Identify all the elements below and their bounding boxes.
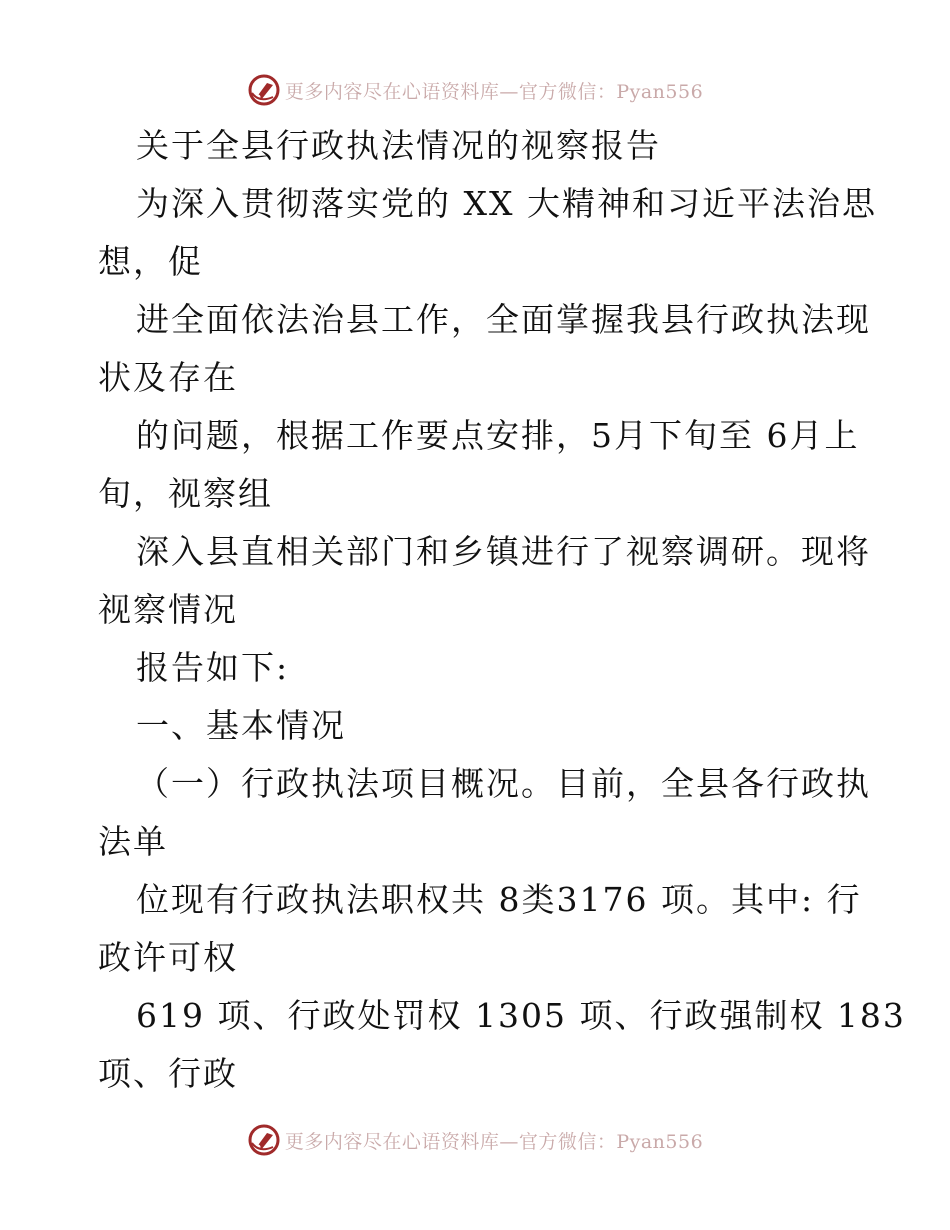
text-line: 视察情况 [98,590,238,629]
text-line: 深入县直相关部门和乡镇进行了视察调研。现将 [136,532,871,571]
text-line: 状及存在 [98,358,238,397]
text-line: 的问题，根据工作要点安排，5月下旬至 6月上 [136,416,860,455]
text-line: 619 项、行政处罚权 1305 项、行政强制权 183 [136,996,906,1035]
text-line: 报告如下: [136,648,290,687]
text-line: （一）行政执法项目概况。目前，全县各行政执 [136,764,871,803]
text-line: 进全面依法治县工作，全面掌握我县行政执法现 [136,300,871,339]
text-line: 政许可权 [98,938,238,977]
text-line: 想，促 [98,242,203,281]
document-title: 关于全县行政执法情况的视察报告 [136,126,661,165]
watermark-text: 更多内容尽在心语资料库—官方微信：Pyan556 [284,80,704,103]
document-body [98,117,906,1103]
text-line: 旬，视察组 [98,474,273,513]
text-line: 为深入贯彻落实党的 XX 大精神和习近平法治思 [136,184,877,223]
text-line: 法单 [98,822,168,861]
header-watermark [0,72,950,108]
section-heading: 一、基本情况 [136,706,346,745]
pen-nib-logo-icon [247,73,281,107]
watermark-text: 更多内容尽在心语资料库—官方微信：Pyan556 [284,1130,704,1153]
pen-nib-logo-icon [247,1123,281,1157]
footer-watermark [0,1122,950,1158]
text-line: 位现有行政执法职权共 8类3176 项。其中: 行 [136,880,862,919]
text-line: 项、行政 [98,1054,238,1093]
